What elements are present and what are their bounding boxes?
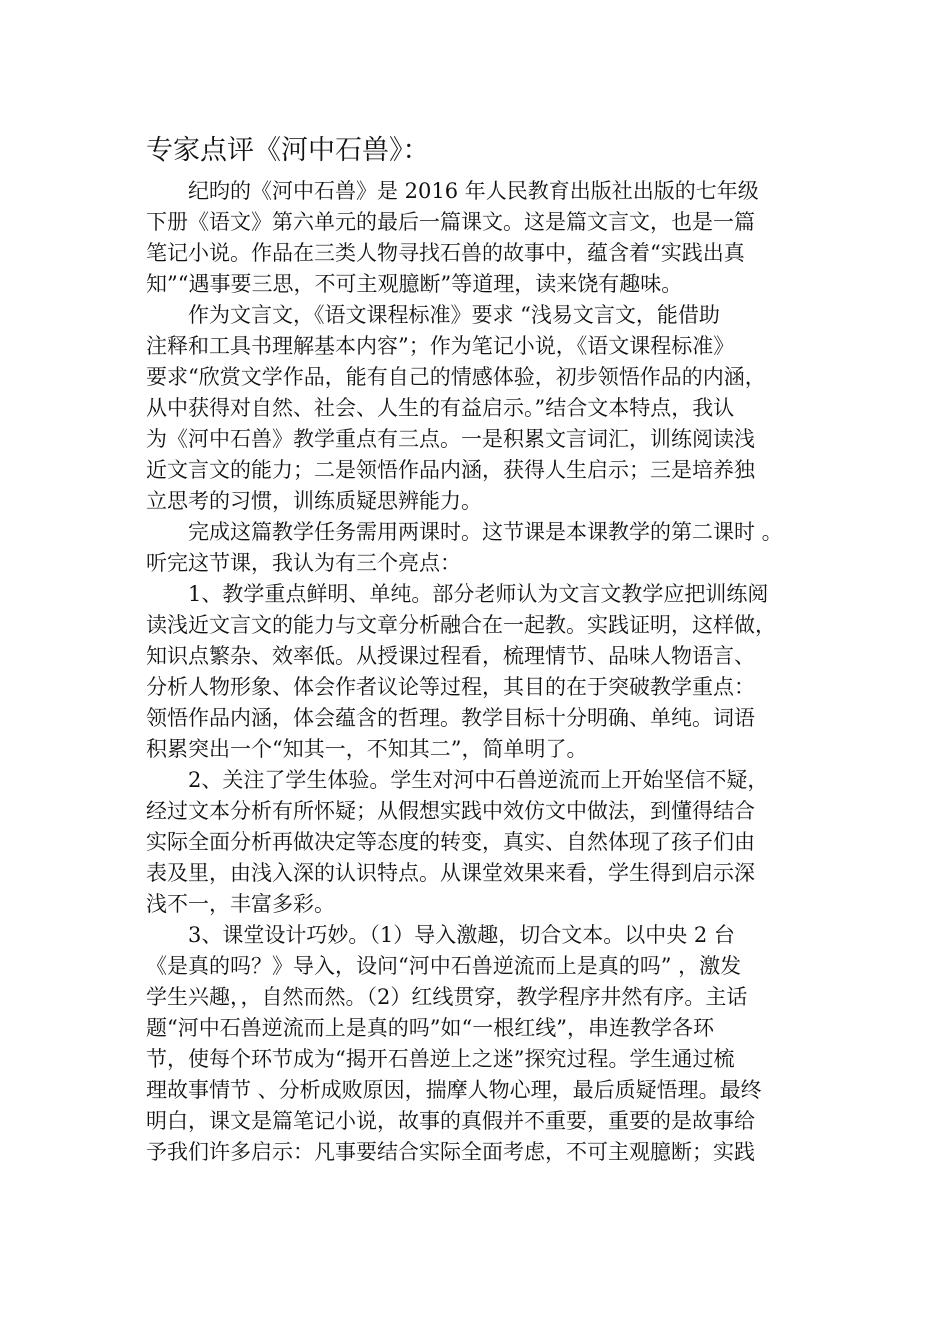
- text-line: 从中获得对自然、社会、人生的有益启示。”结合文本特点，我认: [146, 396, 735, 420]
- text-line: 浅不一，丰富多彩。: [146, 892, 335, 916]
- text-line: 分析人物形象、体会作者议论等过程，其目的在于突破教学重点：: [146, 675, 755, 699]
- text-line: 节，使每个环节成为“揭开石兽逆上之迷”探究过程。学生通过梳: [146, 1047, 735, 1071]
- text-line: 领悟作品内涵，体会蕴含的哲理。教学目标十分明确、单纯。词语: [146, 706, 755, 730]
- text-line: 纪昀的《河中石兽》是 2016 年人民教育出版社出版的七年级: [146, 179, 759, 203]
- text-line: 作为文言文，《语文课程标准》要求 “浅易文言文，能借助: [146, 303, 720, 327]
- text-line: 读浅近文言文的能力与文章分析融合在一起教。实践证明，这样做，: [146, 613, 776, 637]
- text-line: 积累突出一个“知其一，不知其二”，简单明了。: [146, 737, 588, 761]
- text-line: 表及里，由浅入深的认识特点。从课堂效果来看，学生得到启示深: [146, 861, 755, 885]
- document-body: [146, 176, 816, 1168]
- text-line: 题“河中石兽逆流而上是真的吗”如“一根红线”，串连教学各环: [146, 1016, 714, 1040]
- text-line: 《是真的吗？》导入，设问“河中石兽逆流而上是真的吗” ，激发: [146, 954, 742, 978]
- text-line: 知”“遇事要三思，不可主观臆断”等道理，读来饶有趣味。: [146, 272, 683, 296]
- text-line: 注释和工具书理解基本内容”；作为笔记小说，《语文课程标准》: [146, 334, 735, 358]
- text-line: 理故事情节 、分析成败原因，揣摩人物心理，最后质疑悟理。最终: [146, 1078, 762, 1102]
- text-line: 笔记小说。作品在三类人物寻找石兽的故事中，蕴含着“实践出真: [146, 241, 745, 265]
- text-line: 实际全面分析再做决定等态度的转变，真实、自然体现了孩子们由: [146, 830, 755, 854]
- text-line: 近文言文的能力；二是领悟作品内涵，获得人生启示；三是培养独: [146, 458, 755, 482]
- text-line: 明白，课文是篇笔记小说，故事的真假并不重要，重要的是故事给: [146, 1109, 755, 1133]
- text-line: 听完这节课，我认为有三个亮点：: [146, 551, 461, 575]
- text-line: 1、教学重点鲜明、单纯。部分老师认为文言文教学应把训练阅: [146, 582, 769, 606]
- text-line: 为《河中石兽》教学重点有三点。一是积累文言词汇，训练阅读浅: [146, 427, 755, 451]
- text-line: 予我们许多启示：凡事要结合实际全面考虑，不可主观臆断；实践: [146, 1140, 755, 1164]
- text-line: 要求“欣赏文学作品，能有自己的情感体验，初步领悟作品的内涵，: [146, 365, 766, 389]
- text-line: 立思考的习惯，训练质疑思辨能力。: [146, 489, 482, 513]
- text-line: 2、关注了学生体验。学生对河中石兽逆流而上开始坚信不疑，: [146, 768, 769, 792]
- document-title: 专家点评《河中石兽》：: [146, 135, 430, 166]
- text-line: 完成这篇教学任务需用两课时。这节课是本课教学的第二课时 。: [146, 520, 783, 544]
- text-line: 3、课堂设计巧妙。（1）导入激趣，切合文本。以中央 2 台: [146, 923, 735, 947]
- text-line: 下册《语文》第六单元的最后一篇课文。这是篇文言文，也是一篇: [146, 210, 755, 234]
- text-line: 知识点繁杂、效率低。从授课过程看，梳理情节、品味人物语言、: [146, 644, 755, 668]
- text-line: 学生兴趣，，自然而然。（2）红线贯穿，教学程序井然有序。主话: [146, 985, 748, 1009]
- text-line: 经过文本分析有所怀疑；从假想实践中效仿文中做法，到懂得结合: [146, 799, 755, 823]
